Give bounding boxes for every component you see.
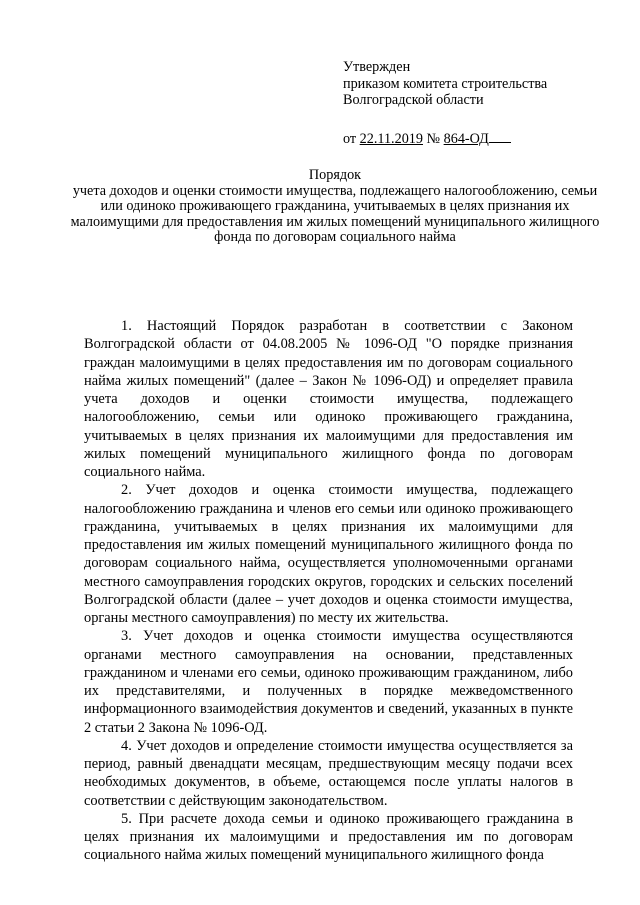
approval-date-line [343,130,613,148]
approval-line-1: Утвержден [343,59,411,75]
document-title [70,168,600,246]
approval-date-prefix: от [343,130,357,147]
title-heading: Порядок [308,167,362,183]
paragraph-4: 4. Учет доходов и определение стоимости имущества осуществляется за период, равный двенадцати месяцам, предшествующим месяцу подачи всех необходимых документов, в объеме, остающемся после уплаты налогов в соответствии с действующим законодательством. [84,737,573,809]
approval-line-2: приказом комитета строительства [343,75,548,92]
document-body [84,317,573,865]
approval-line-3: Волгоградской области [343,92,484,108]
paragraph-1: 1. Настоящий Порядок разработан в соответствии с Законом Волгоградской области от 04.08.2005 № 1096-ОД "О порядке признания граждан малоимущими в целях предоставления им по договорам социального найма жилых помещений" (далее – Закон № 1096-ОД) и определяет правила учета доходов и оценки стоимости имущества, подлежащего налогообложению, семьи или одиноко проживающего гражданина, учитываемых в целях признания их малоимущими для предоставления им жилых помещений муниципального жилищного фонда по договорам социального найма. [84,318,573,480]
approval-date: 22.11.2019 [359,130,423,147]
paragraph-5: 5. При расчете дохода семьи и одиноко проживающего гражданина в целях признания их малоимущими и предоставления им по договорам социального найма жилых помещений муниципального жилищного фонда [84,810,573,864]
approval-number: 864-ОД [443,130,489,147]
approval-number-underline [489,130,511,143]
paragraph-3: 3. Учет доходов и оценка стоимости имущества осуществляются органами местного самоуправления на основании, представленных гражданином и членами его семьи, одиноко проживающим гражданином, либо их представителями, и полученных в порядке межведомственного информационного взаимодействия документов и сведений, указанных в пункте 2 статьи 2 Закона № 1096-ОД. [84,628,573,736]
paragraph-2: 2. Учет доходов и оценка стоимости имущества, подлежащего налогообложению гражданина и членов его семьи или одиноко проживающего гражданина, учитываемых в целях признания их малоимущими для предоставления им жилых помещений муниципального жилищного фонда по договорам социального найма, осуществляется уполномоченными органами местного самоуправления городских округов, городских и сельских поселений Волгоградской области (далее – учет доходов и оценка стоимости имущества, органы местного самоуправления) по месту их жительства. [84,482,573,626]
approval-stamp [343,59,613,147]
title-subtitle: учета доходов и оценки стоимости имущества, подлежащего налогообложению, семьи или одиноко проживающего гражданина, учитываемых в целях признания их малоимущими для предоставления им жилых помещений муниципального жилищного фонда по договорам социального найма [70,182,600,246]
approval-number-sign: № [426,130,441,147]
